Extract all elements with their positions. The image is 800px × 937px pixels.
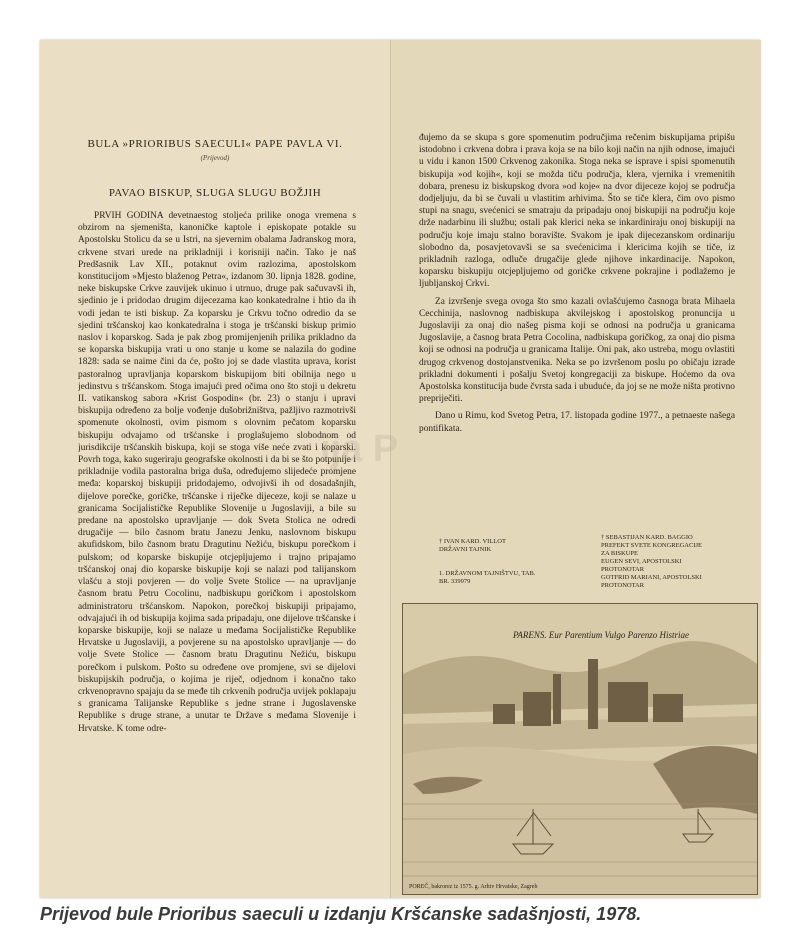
left-body xyxy=(78,210,356,894)
bull-heading: PAVAO BISKUP, SLUGA SLUGU BOŽJIH xyxy=(108,187,322,199)
bull-title: BULA »PRIORIBUS SAECULI« PAPE PAVLA VI. xyxy=(87,138,343,150)
watermark: ija P xyxy=(320,428,399,470)
engraving-caption: POREČ, bakrorez iz 1575. g. Arhiv Hrvatske, Zagreb xyxy=(409,884,538,890)
left-paragraph: PRVIH GODINA devetnaestog stoljeća prilike onoga vremena s obzirom na sjemeništa, kanoničke kaptole i episkopate potakle su Apostolsku Stolicu da se u Istri, na sjevernim obalama Jadranskog mora, crkvene stvari urede na prikladniji i korisniji način. Tako je naš Predšasnik Lav XII., potaknut ovim razlozima, apostolskom konstitucijom »Mjesto blaženog Petra«, izdanom 30. lipnja 1828. godine, neke biskupske Crkve zauvijek ukinuo i utrnuo, druge pak sačuvavši ih, sjedinio je i pridodao drugim dijecezama kao konkatedralne i htio da ih vodi jedan te isti biskup. Za koparsku je Crkvu točno odredio da se sjedini tršćanskoj kao konkatedralna i stoga je tršćanski biskup primio naslov i koparskog. Sada je pak zbog promijenjenih prilika prikladno da se koparska biskupija vrati u ono stanje u kome se nalazila do godine 1828: sada se naime čini da će, pošto joj se dade vlastita uprava, korist pastoralnog upravljanja koparskom biskupijom biti obilnija nego u jedinstvu s tršćanskom. Stoga imajući pred očima ono što stoji u dekretu II. vatikanskog sabora »Krist Gospodin« (br. 23) o stanju i upravi biskupija određeno za bolje vođenje dušobrižništva, pažljivo razmotrivši spomenute okolnosti, ovim pismom s olovnim pečatom koparsku biskupiju odvajamo od tršćanske i proglašujemo slobodnom od jurisdikcije tršćanskih biskupa, koji se stoga više neće zvati i koparski. Povrh toga, kako sugeriraju geografske okolnosti i da bi se što potpunije i prikladnije vodila pastoralna briga duša, određujemo slijedeće promjene međa: koparskoj biskupiji pridodajemo, odvojivši ih od dosadašnjih, dijelove porečke, goričke, tršćanske i riječke dijeceze, koji se nalaze u granicama Socijalističke Republike Slovenije u Jugoslaviji, a bile su predane na apostolsko upravljanje — dok Sveta Stolica ne odredi drugačije — bilo časnom bratu Janezu Jenku, naslovnom biskupu akufidskom, bilo časnom bratu Dragutinu Nežiću, biskupu porečkom i pulskom; od koparske biskupije otcjepljujemo i trajno pripajamo tršćanskoj onaj dio koparske biskupije koji se nalazi pod talijanskom vlašću a stoji povjeren — do volje Svete Stolice — na upravljanje časnom bratu Petru Cocolinu, nadbiskupu goričkom i apostolskom administratoru tršćanskom. Napokon, porečkoj biskupiji pripajamo, odvajajući ih od biskupija kojima sada pripadaju, one dijelove tršćanske i koparske biskupije, koji se nalaze u međama Socijalističke Republike Hrvatske u Jugoslaviji, a povjerene su na apostolsko upravljanje — do volje Svete Stolice — časnom bratu Dragutinu Nežiću, biskupu porečkom i pulskom. Pošto su određene ove promjene, svi se dijelovi biskupijskih područja, o kojima je riječ, odjednom i konačno tako crkvenopravno spajaju da se međe tih crkvenih područja uvijek poklapaju s granicama Talijanske Republike s jedne strane i Jugoslavenske Republike s druge strane, a unutar te Države s međama Slovenije i Hrvatske. K tome odre- xyxy=(78,211,356,734)
signature-villot: † IVAN KARD. VILLOT DRŽAVNI TAJNIK xyxy=(439,538,506,553)
right-paragraph: đujemo da se skupa s gore spomenutim područjima rečenim biskupijama pripišu istodobno i crkvena dobra i prava koja se na bilo koji način na njih odnose, imajući u vidu i kanon 1500 Crkvenog zakonika. Stoga neka se isprave i spisi spomenutih biskupija »od kojih«, koji se možda tiču područja, klera, vjernika i vremenitih dobara, prenesu iz biskupskog dvora »od koje« na dvor dijeceze kojoj se područja dodjeljuju, da bi se čuvali u vlastitim arhivima. Što se tiče klera, čim ovo pismo stupi na snagu, svećenici se smatraju da pripadaju onoj biskupiji na području koje drže nadarbinu ili službu; ostali pak klerici neka se inkardiniraju onoj biskupiji na području koje imaju stalno boravište. Svakom je ipak dijecezanskom ordinariju slobodno da, posavjetovavši se sa svećenicima i klericima kojih se tiče, iz prikladnih razloga, odluče drugačije glede njihove inkardinacije. Napokon, koparsku biskupiju otcjepljujemo od goričke crkvene pokrajine i podlažemo je ljubljanskoj Crkvi. xyxy=(419,133,735,290)
signature-baggio: † SEBASTIJAN KARD. BAGGIO PREFEKT SVETE KONGREGACIJE ZA BISKUPE EUGEN SEVI, APOSTOLSKI PROTONOTAR GOTFRID MARIANI, APOSTOLSKI PROTONOTAR xyxy=(601,534,702,589)
porec-engraving xyxy=(402,603,758,895)
right-body xyxy=(419,132,735,562)
translation-note: (Prijevod) xyxy=(200,154,230,162)
engraving-title: PARENS. Eur Parentium Vulgo Parenzo Histriae xyxy=(513,630,689,640)
right-paragraph: Dano u Rimu, kod Svetog Petra, 17. listopada godine 1977., a petnaeste našega pontifikata. xyxy=(419,411,735,434)
document-photo xyxy=(40,40,760,898)
registry-number: 1. DRŽAVNOM TAJNIŠTVU, TAB. BR. 339979 xyxy=(439,570,536,585)
engraving-illustration xyxy=(403,604,757,894)
photo-caption: Prijevod bule Prioribus saeculi u izdanju Kršćanske sadašnjosti, 1978. xyxy=(40,904,642,924)
right-paragraph: Za izvršenje svega ovoga što smo kazali ovlašćujemo časnoga brata Mihaela Cecchinija, naslovnog nadbiskupa akvilejskog i apostolskog pronuncija u Jugoslaviji za onaj dio našeg pisma koji se odnosi na područja u granicama Jugoslavije, a časnog brata Petra Cocolina, nadbiskupa goričkog, za onaj dio pisma koji se odnosi na područja u granicama Italije. Oni pak, ako ustreba, mogu ovlastiti drugog crkvenog dostojanstvenika. Neka se po izvršenom poslu po običaju izrade prikladni dokumenti i pošalju Svetoj kongregaciji za biskupe. Hoćemo da ova Apostolska konstitucija bude čvrsta sada i ubuduće, da joj se ne može ništa protivno prepriječiti. xyxy=(419,296,735,405)
